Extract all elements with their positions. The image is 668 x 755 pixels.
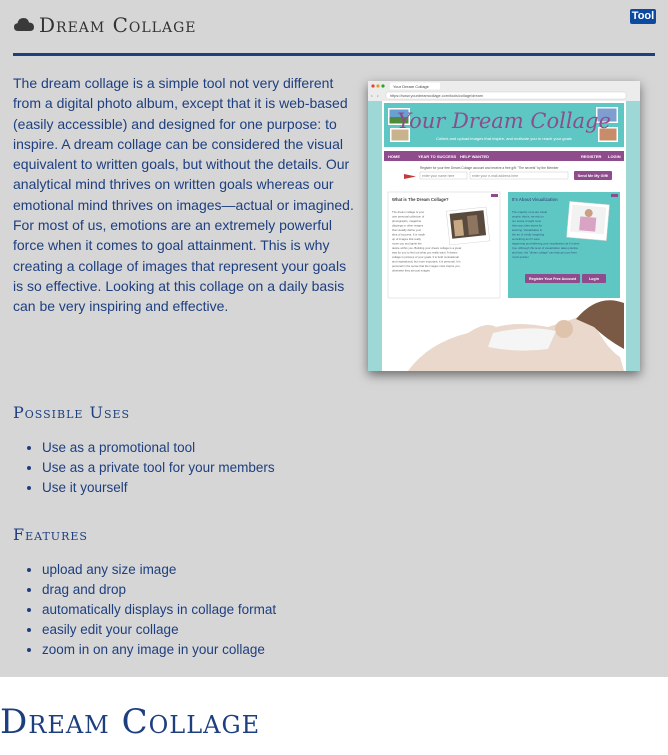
svg-text:up of images that really: up of images that really bbox=[392, 237, 421, 241]
banner-tagline: Collect and upload images that inspire, and motivate you to reach your goals bbox=[436, 136, 572, 141]
svg-text:collage is pictures of your go: collage is pictures of your goals. It is both motivational bbox=[392, 255, 459, 259]
browser-url: https://www.yourdreamcollage.com/tools/collage/dream bbox=[390, 94, 483, 98]
svg-text:otherwise they are just images: otherwise they are just images bbox=[392, 268, 430, 273]
features-list bbox=[22, 560, 276, 660]
svg-text:something as if it were: something as if it were bbox=[512, 237, 540, 241]
signup-note: Register for your free Dream Collage account and receive a free gift: "The secrets" by the Member bbox=[420, 166, 559, 170]
features-heading: Features bbox=[13, 525, 88, 544]
intro-text: The dream collage is a simple tool not very different from a digital photo album, except that it is web-based (easily accessible) and designed for one purpose: to inspire. A dream collage can be considered the visual equivalent to written goals, but without the details. Our analytical mind thrives on written goals whereas our emotional mind thrives on images—actual or imagined. For most of us, emotions are an extremely powerful force when it comes to goal attainment. This is why creating a collage of images that represent your goals is so effective. Looking at this collage on a daily basis can be very inspiring and effective. bbox=[13, 75, 354, 315]
svg-text:much quicker.: much quicker. bbox=[512, 255, 530, 259]
list-item: • automatically displays in collage format bbox=[42, 600, 276, 620]
svg-text:that visually define your: that visually define your bbox=[392, 228, 422, 232]
banner-title: Your Dream Collage bbox=[397, 109, 611, 133]
page-title: Dream Collage bbox=[39, 13, 197, 37]
svg-text:happening and believing your v: happening and believing your visualization as if it were bbox=[512, 241, 580, 246]
gift-button: Send Me My Gift! bbox=[577, 173, 609, 178]
nav-year: YEAR TO SUCCESS bbox=[418, 153, 457, 159]
svg-text:The majority of us are visual: The majority of us are visual bbox=[512, 210, 547, 214]
title-divider bbox=[13, 53, 655, 56]
email-field: enter your e-mail address here bbox=[472, 173, 519, 178]
possible-uses-heading: Possible Uses bbox=[13, 403, 131, 422]
svg-text:personal in the sense that the: personal in the sense that the images must inspire you, bbox=[392, 264, 461, 268]
svg-text:way for you to find out what y: way for you to find out what you really want. A dream bbox=[392, 250, 458, 255]
nav-home: HOME bbox=[388, 153, 400, 159]
list-item: • upload any size image bbox=[42, 560, 276, 580]
list-item: • Use it yourself bbox=[42, 478, 275, 498]
register-account-button: Register Your Free Account bbox=[528, 277, 577, 281]
svg-text:own personal collection of: own personal collection of bbox=[392, 214, 425, 219]
list-item: • easily edit your collage bbox=[42, 620, 276, 640]
right-box-heading: It's About Visualization bbox=[512, 197, 558, 202]
svg-text:move you and ignite the: move you and ignite the bbox=[392, 241, 422, 246]
svg-text:clippings or other images: clippings or other images bbox=[392, 223, 424, 228]
svg-text:our sense of sight more: our sense of sight more bbox=[512, 219, 542, 223]
browser-back-icon: ‹ bbox=[371, 93, 373, 100]
svg-text:idea of success. It is made: idea of success. It is made bbox=[392, 232, 425, 237]
nav-help: HELP WANTED bbox=[460, 153, 490, 159]
browser-tab-title: Your Dream Collage bbox=[393, 83, 429, 89]
nav-register: REGISTER bbox=[581, 153, 602, 159]
browser-forward-icon: › bbox=[377, 93, 379, 100]
svg-text:learning. Visualization is: learning. Visualization is bbox=[512, 228, 542, 232]
section-title: Dream Collage bbox=[0, 702, 261, 742]
svg-text:the art of vividly imagining: the art of vividly imagining bbox=[512, 232, 545, 237]
left-box-heading: What is The Dream Collage? bbox=[392, 197, 449, 202]
svg-text:true. Although this level of v: true. Although this level of visualization takes practice bbox=[512, 246, 579, 250]
name-field: enter your name here bbox=[422, 173, 455, 178]
list-item: • Use as a private tool for your members bbox=[42, 458, 275, 478]
svg-text:than any other sense for: than any other sense for bbox=[512, 223, 543, 228]
svg-text:and time, the "dream collage": and time, the "dream collage" can help get you there bbox=[512, 250, 577, 255]
login-button: Login bbox=[589, 277, 599, 281]
tool-badge: Tool bbox=[631, 10, 655, 22]
svg-text:The dream collage is your: The dream collage is your bbox=[392, 210, 425, 214]
svg-text:photographs, magazine: photographs, magazine bbox=[392, 219, 422, 223]
cloud-icon bbox=[13, 15, 35, 33]
list-item: • Use as a promotional tool bbox=[42, 438, 275, 458]
list-item: • drag and drop bbox=[42, 580, 276, 600]
list-item: • zoom in on any image in your collage bbox=[42, 640, 276, 660]
possible-uses-list bbox=[22, 438, 275, 498]
nav-login: LOGIN bbox=[608, 153, 621, 159]
dream-collage-screenshot bbox=[368, 81, 640, 371]
svg-text:people; that is, we rely on: people; that is, we rely on bbox=[512, 214, 544, 219]
svg-text:desire within you. Building yo: desire within you. Building your dream collage is a great bbox=[392, 246, 462, 250]
svg-text:and inspirational, but more im: and inspirational, but more important, it is personal. It is bbox=[392, 259, 461, 264]
